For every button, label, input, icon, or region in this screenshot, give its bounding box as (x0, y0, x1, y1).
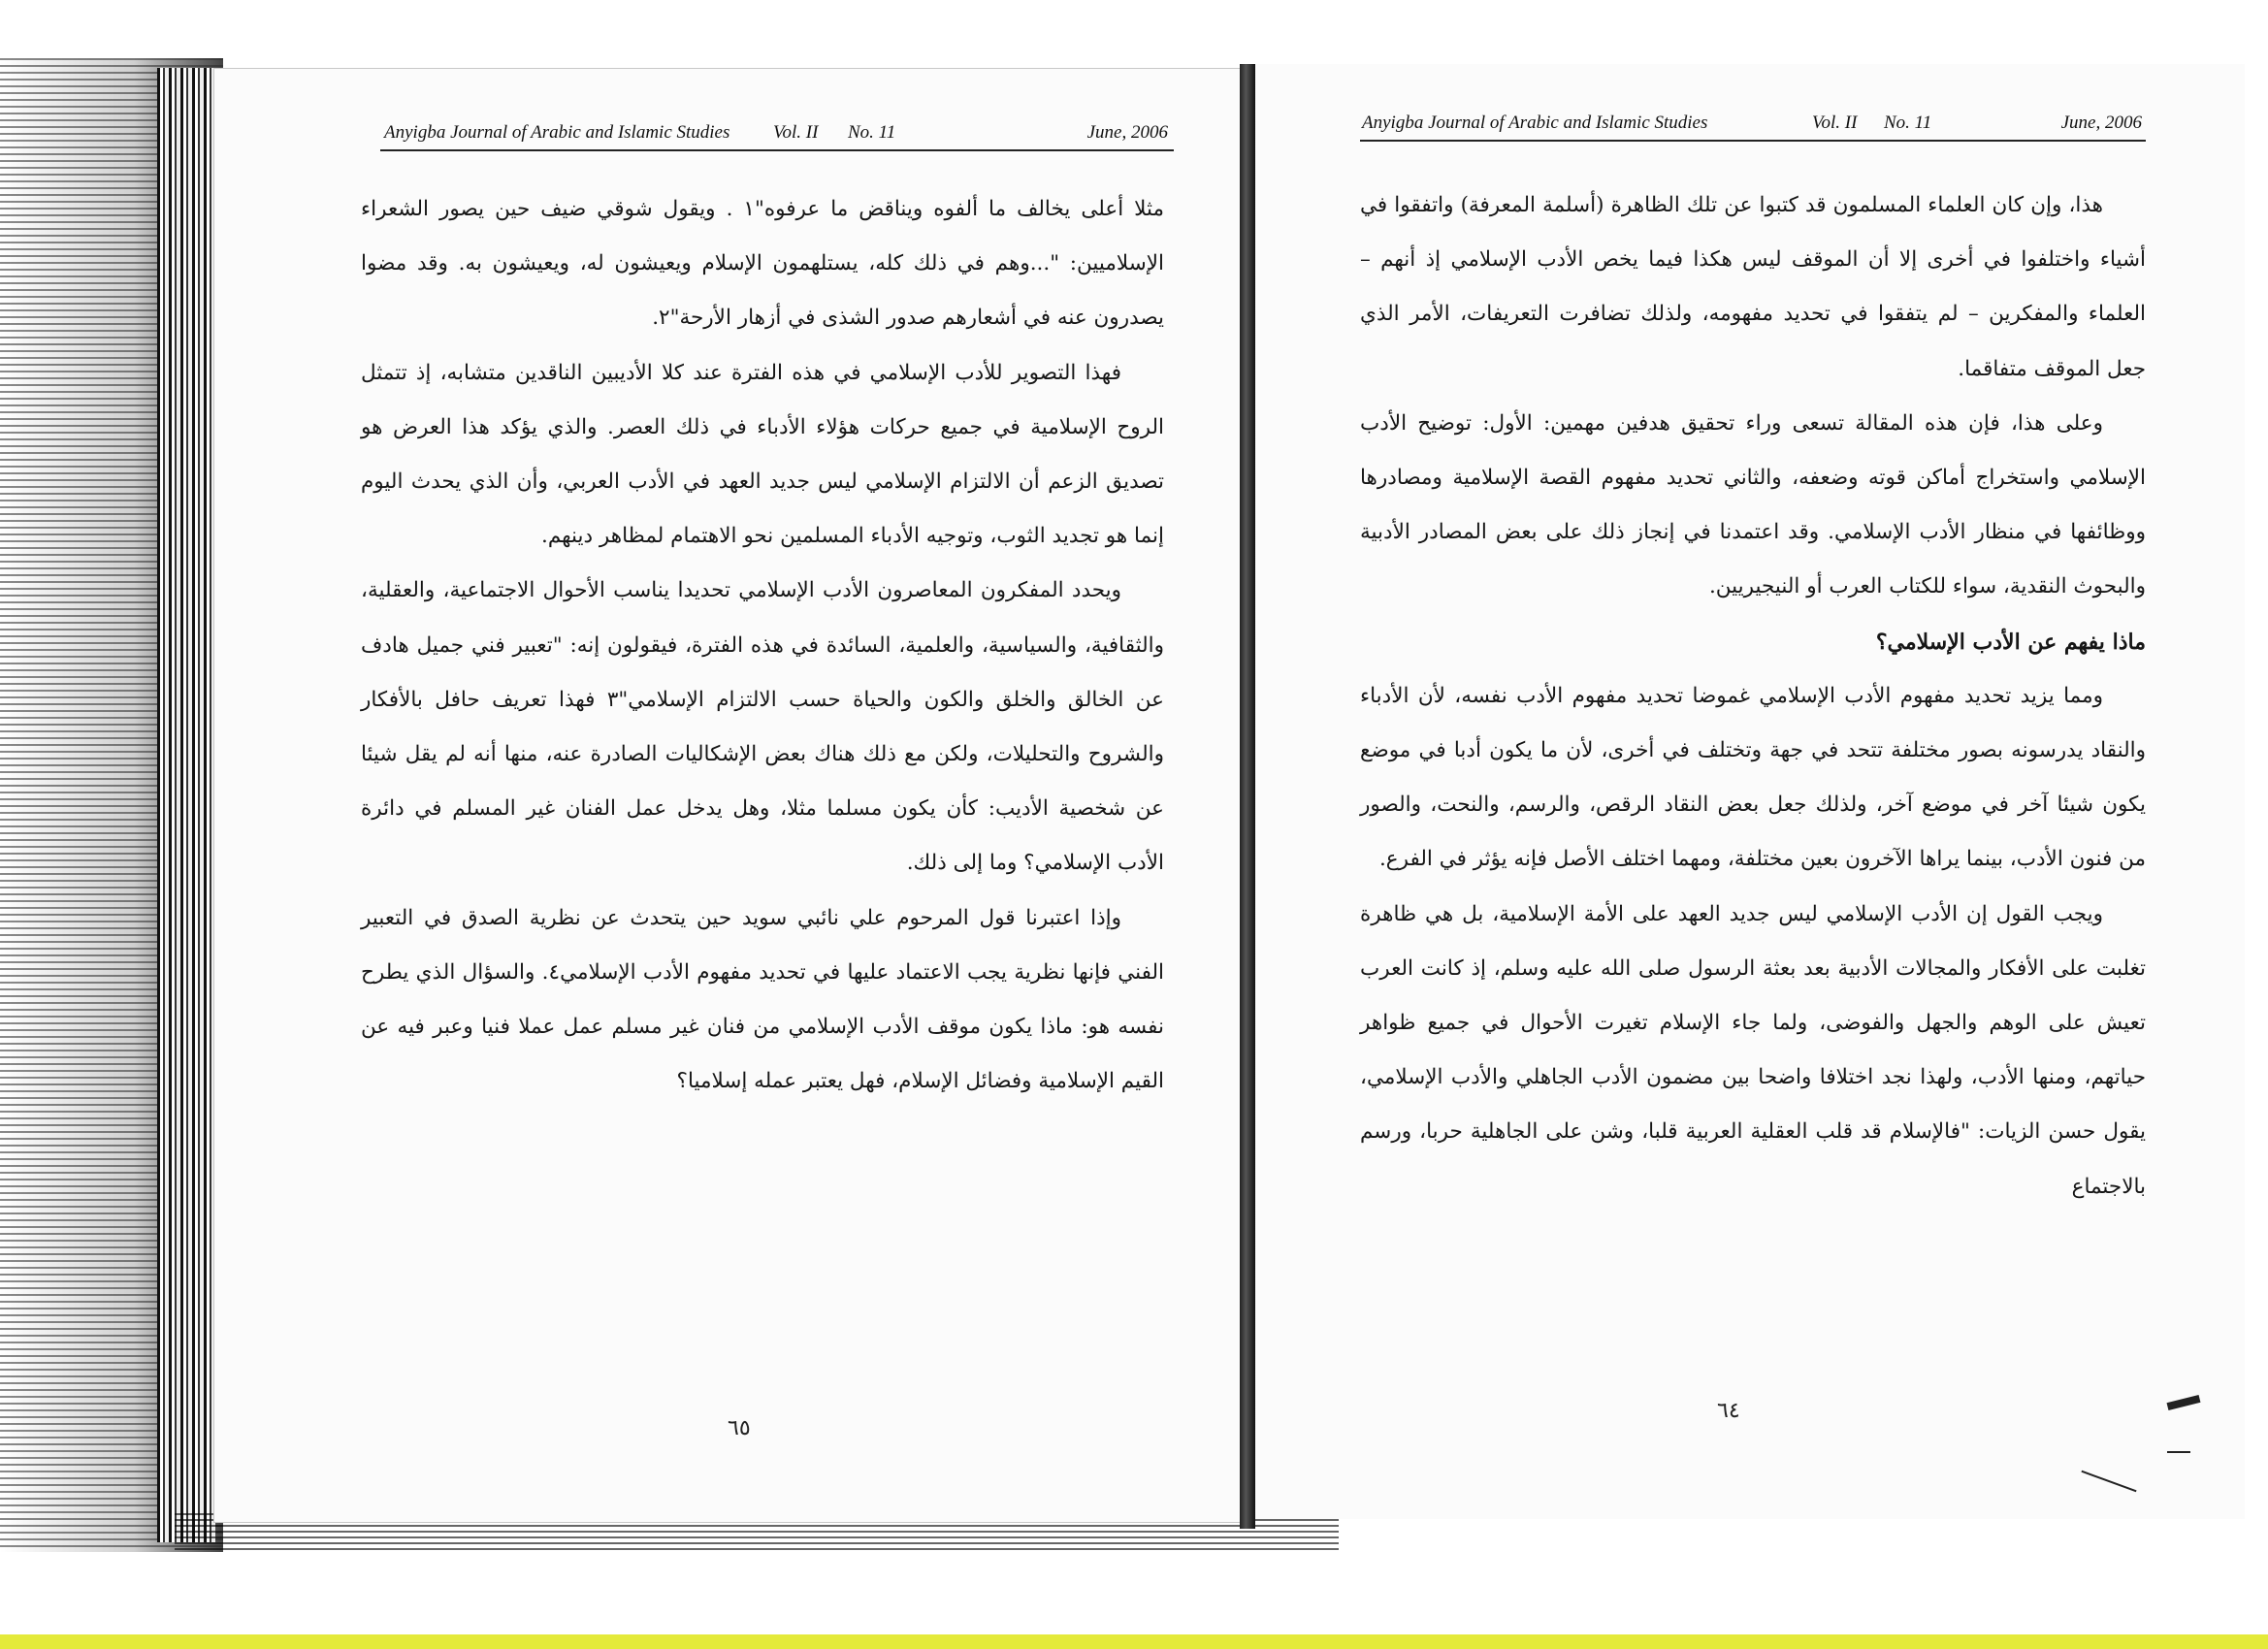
paragraph: فهذا التصوير للأدب الإسلامي في هذه الفترة عند كلا الأديبين الناقدين متشابه، إذ تتمثل الروح الإسلامية في جميع حركات هؤلاء الأدباء في ذلك العصر. والذي يؤكد هذا العرض هو تصديق الزعم أن الالتزام الإسلامي ليس جديد العهد في الأدب العربي، وأن الذي يحدث اليوم إنما هو تجديد الثوب، وتوجيه الأدباء المسلمين نحو الاهتمام لمظاهر دينهم. (361, 360, 1164, 549)
paragraph: ومما يزيد تحديد مفهوم الأدب الإسلامي غموضا تحديد مفهوم الأدب نفسه، لأن الأدباء والنقاد يدرسونه بصور مختلفة تتحد في جهة وتختلف في أخرى، لأن ما يكون أدبا في موضع يكون شيئا آخر في موضع آخر، ولذلك جعل بعض النقاد الرقص، والرسم، والنحت، والصور من فنون الأدب، بينما يراها الآخرون بعين مختلفة، ومهما اختلف الأصل فإنه يؤثر في الفرع. (1360, 683, 2146, 872)
scan-smudge (2081, 1471, 2136, 1492)
page-number: ٦٤ (1717, 1399, 1740, 1423)
paragraph: مثلا أعلى يخالف ما ألفوه ويناقض ما عرفوه"١ . ويقول شوقي ضيف حين يصور الشعراء الإسلاميين: "...وهم في ذلك كله، يستلهمون الإسلام ويعيشون له، ويعيشون به. وقد مضوا يصدرون عنه في أشعارهم صدور الشذى في أزهار الأرحة"٢. (361, 197, 1165, 331)
left-page (213, 68, 1242, 1523)
scan-smudge (2167, 1451, 2190, 1453)
journal-title: Anyigba Journal of Arabic and Islamic Studies (1362, 113, 1708, 133)
volume-label: Vol. II (773, 122, 819, 143)
page-gutter (1240, 64, 1255, 1529)
book-edge (157, 68, 215, 1542)
left-page-header (380, 116, 1174, 151)
issue-date: June, 2006 (2060, 113, 2142, 133)
paragraph: ويحدد المفكرون المعاصرون الأدب الإسلامي تحديدا يناسب الأحوال الاجتماعية، والعقلية، والثقافية، والسياسية، والعلمية، السائدة في هذه الفترة، فيقولون إنه: "تعبير فني جميل هادف عن الخالق والخلق والكون والحياة حسب الالتزام الإسلامي"٣ فهذا تعريف حافل بالأفكار والشروح والتحليلات، ولكن مع ذلك هناك بعض الإشكاليات الصادرة عنه، منها أنه لم يقل شيئا عن شخصية الأديب: كأن يكون مسلما مثلا، وهل يدخل عمل الفنان غير المسلم في دائرة الأدب الإسلامي؟ وما إلى ذلك. (361, 578, 1164, 876)
paragraph: ويجب القول إن الأدب الإسلامي ليس جديد العهد على الأمة الإسلامية، بل هي ظاهرة تغلبت على الأفكار والمجالات الأدبية بعد بعثة الرسول صلى الله عليه وسلم، إذ كانت العرب تعيش على الوهم والجهل والفوضى، ولما جاء الإسلام تغيرت الأحوال في جميع ظواهر حياتهم، ومنها الأدب، ولهذا نجد اختلافا واضحا بين مضمون الأدب الجاهلي والأدب الإسلامي، يقول حسن الزيات: "فالإسلام قد قلب العقلية العربية قلبا، وشن على الجاهلية حربا، ورسم بالاجتماع (1360, 901, 2146, 1199)
issue-number: No. 11 (1884, 113, 1932, 133)
journal-title: Anyigba Journal of Arabic and Islamic Studies (384, 122, 730, 143)
paragraph: هذا، وإن كان العلماء المسلمون قد كتبوا عن تلك الظاهرة (أسلمة المعرفة) واتفقوا في أشياء واختلفوا في أخرى إلا أن الموقف ليس هكذا فيما يخص الأدب الإسلامي إذ أنهم – العلماء والمفكرين – لم يتفقوا في تحديد مفهومه، ولذلك تضافرت التعريفات، الأمر الذي جعل الموقف متفاقما. (1360, 193, 2146, 381)
paragraph: وإذا اعتبرنا قول المرحوم علي نائبي سويد حين يتحدث عن نظرية الصدق في التعبير الفني فإنها نظرية يجب الاعتماد عليها في تحديد مفهوم الأدب الإسلامي٤. والسؤال الذي يطرح نفسه هو: ماذا يكون موقف الأدب الإسلامي من فنان غير مسلم عمل عملا فنيا وعبر فيه عن القيم الإسلامية وفضائل الإسلام، فهل يعتبر عمله إسلاميا؟ (361, 905, 1164, 1094)
right-page (1255, 64, 2245, 1519)
page-number: ٦٥ (728, 1416, 751, 1440)
section-heading: ماذا يفهم عن الأدب الإسلامي؟ (1875, 629, 2146, 655)
volume-label: Vol. II (1812, 113, 1858, 133)
left-page-body (361, 182, 1164, 1109)
scan-smudge (2167, 1395, 2201, 1410)
issue-date: June, 2006 (1086, 122, 1168, 143)
issue-number: No. 11 (848, 122, 896, 143)
right-page-header (1360, 107, 2146, 142)
paragraph: وعلى هذا، فإن هذه المقالة تسعى وراء تحقيق هدفين مهمين: الأول: توضيح الأدب الإسلامي واستخراج أماكن قوته وضعفه، والثاني تحديد مفهوم القصة الإسلامية ومصادرها ووظائفها في منظار الأدب الإسلامي. وقد اعتمدنا في إنجاز ذلك على بعض المصادر الأدبية والبحوث النقدية، سواء للكتاب العرب أو النيجيريين. (1360, 410, 2146, 599)
right-page-body (1360, 178, 2146, 1214)
